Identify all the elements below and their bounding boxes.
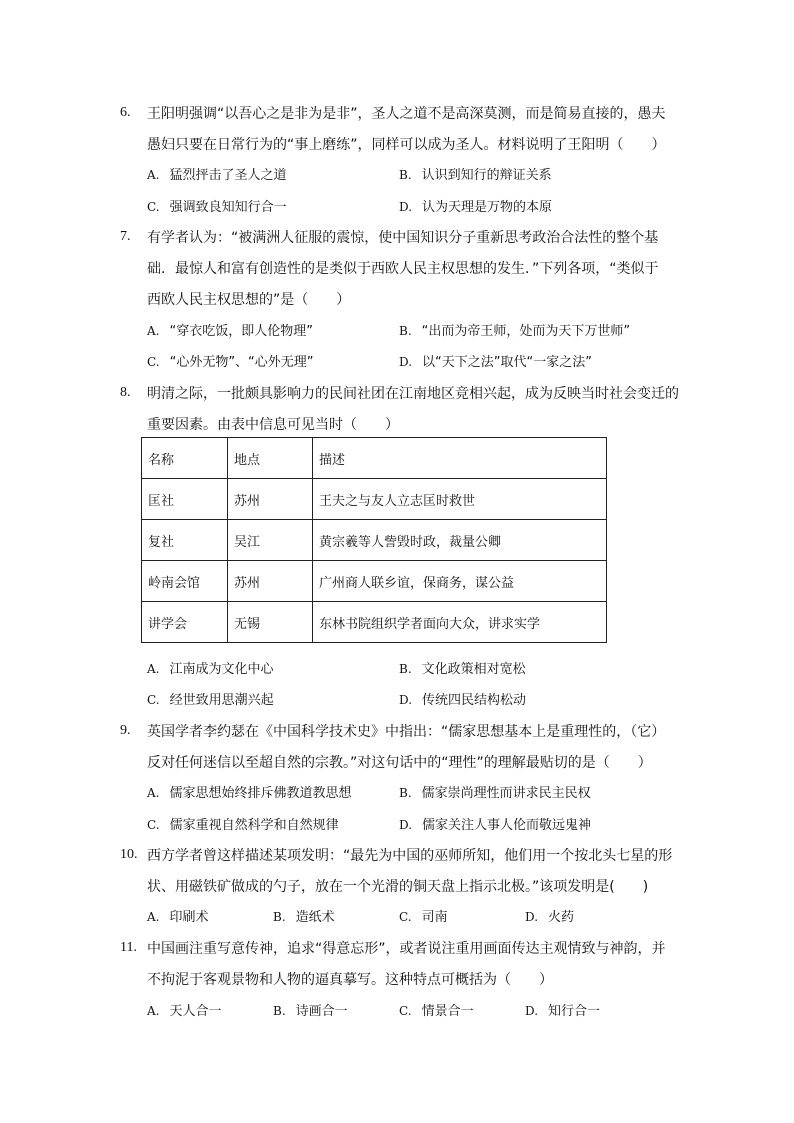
option-c: C. 儒家重视自然科学和自然规律 xyxy=(147,818,339,833)
table-cell: 王夫之与友人立志匡时救世 xyxy=(313,479,607,520)
question-text-line: 反对任何迷信以至超自然的宗教。”对这句话中的“理性”的理解最贴切的是（ ） xyxy=(147,755,652,771)
question-text-line: 础．最惊人和富有创造性的是类似于西欧人民主权思想的发生．”下列各项，“类似于 xyxy=(147,261,659,277)
table-cell: 广州商人联乡谊，保商务，谋公益 xyxy=(313,561,607,602)
table-cell: 黄宗羲等人訾毁时政，裁量公卿 xyxy=(313,520,607,561)
table-header-row xyxy=(142,438,607,479)
table-header-cell: 地点 xyxy=(228,438,313,479)
option-b: B. 文化政策相对宽松 xyxy=(399,662,526,677)
option-a: A. 江南成为文化中心 xyxy=(147,662,274,677)
societies-table xyxy=(141,437,607,643)
option-d: D. 传统四民结构松动 xyxy=(399,693,527,708)
option-d: D. 知行合一 xyxy=(525,1004,601,1019)
option-a: A. 儒家思想始终排斥佛教道教思想 xyxy=(147,786,352,801)
table-header-cell: 名称 xyxy=(142,438,228,479)
table-cell: 匡社 xyxy=(142,479,228,520)
option-c: C. 司南 xyxy=(399,910,448,925)
question-text-line: 不拘泥于客观景物和人物的逼真摹写。这种特点可概括为（ ） xyxy=(147,972,553,988)
question-text-line: 明清之际，一批颇具影响力的民间社团在江南地区竞相兴起，成为反映当时社会变迁的 xyxy=(147,386,679,402)
question-text-line: 英国学者李约瑟在《中国科学技术史》中指出：“儒家思想基本上是重理性的，（它） xyxy=(147,724,666,740)
option-a: A. 猛烈抨击了圣人之道 xyxy=(147,168,287,183)
option-a: A. 印刷术 xyxy=(147,910,209,925)
table-row xyxy=(142,602,607,643)
option-d: D. 认为天理是万物的本原 xyxy=(399,200,553,215)
table-header-cell: 描述 xyxy=(313,438,607,479)
option-d: D. 以“天下之法”取代“一家之法” xyxy=(399,355,592,370)
option-b: B. 造纸术 xyxy=(273,910,335,925)
option-a: A. 天人合一 xyxy=(147,1004,222,1019)
question-text-line: 西方学者曾这样描述某项发明：“最先为中国的巫师所知，他们用一个按北头七星的形 xyxy=(147,848,673,864)
table-cell: 苏州 xyxy=(228,561,313,602)
table-cell: 复社 xyxy=(142,520,228,561)
option-b: B. 儒家崇尚理性而讲求民主民权 xyxy=(399,786,591,801)
option-c: C. 情景合一 xyxy=(399,1004,474,1019)
question-number: 11. xyxy=(120,940,137,955)
table-cell: 苏州 xyxy=(228,479,313,520)
question-number: 9. xyxy=(120,723,131,738)
question-number: 8. xyxy=(120,385,131,400)
table-cell: 东林书院组织学者面向大众，讲求实学 xyxy=(313,602,607,643)
table-cell: 讲学会 xyxy=(142,602,228,643)
option-c: C. 经世致用思潮兴起 xyxy=(147,693,274,708)
question-text-line: 中国画注重写意传神，追求“得意忘形”，或者说注重用画面传达主观情致与神韵，并 xyxy=(147,941,666,957)
option-b: B. 诗画合一 xyxy=(273,1004,348,1019)
question-number: 6. xyxy=(120,105,131,120)
option-c: C. 强调致良知知行合一 xyxy=(147,200,287,215)
question-number: 7. xyxy=(120,229,131,244)
question-text-line: 状、用磁铁矿做成的勺子，放在一个光滑的铜天盘上指示北极。”该项发明是( ) xyxy=(147,879,649,895)
table-cell: 吴江 xyxy=(228,520,313,561)
table-row xyxy=(142,520,607,561)
question-text-line: 王阳明强调“以吾心之是非为是非”，圣人之道不是高深莫测，而是简易直接的，愚夫 xyxy=(147,106,666,122)
table-row xyxy=(142,479,607,520)
option-d: D. 火药 xyxy=(525,910,575,925)
table-row xyxy=(142,561,607,602)
table-cell: 无锡 xyxy=(228,602,313,643)
question-number: 10. xyxy=(120,847,138,862)
table-cell: 岭南会馆 xyxy=(142,561,228,602)
option-a: A. “穿衣吃饭，即人伦物理” xyxy=(147,324,313,339)
option-b: B. “出而为帝王师，处而为天下万世师” xyxy=(399,324,631,339)
question-text-line: 愚妇只要在日常行为的“事上磨练”，同样可以成为圣人。材料说明了王阳明（ ） xyxy=(147,137,666,153)
option-d: D. 儒家关注人事人伦而敬远鬼神 xyxy=(399,818,592,833)
question-text-line: 重要因素。由表中信息可见当时（ ） xyxy=(147,417,399,433)
question-text-line: 西欧人民主权思想的”是（ ） xyxy=(147,292,351,308)
option-b: B. 认识到知行的辩证关系 xyxy=(399,168,552,183)
option-c: C. “心外无物”、“心外无理” xyxy=(147,355,314,370)
question-text-line: 有学者认为：“被满洲人征服的震惊，使中国知识分子重新思考政治合法性的整个基 xyxy=(147,230,659,246)
